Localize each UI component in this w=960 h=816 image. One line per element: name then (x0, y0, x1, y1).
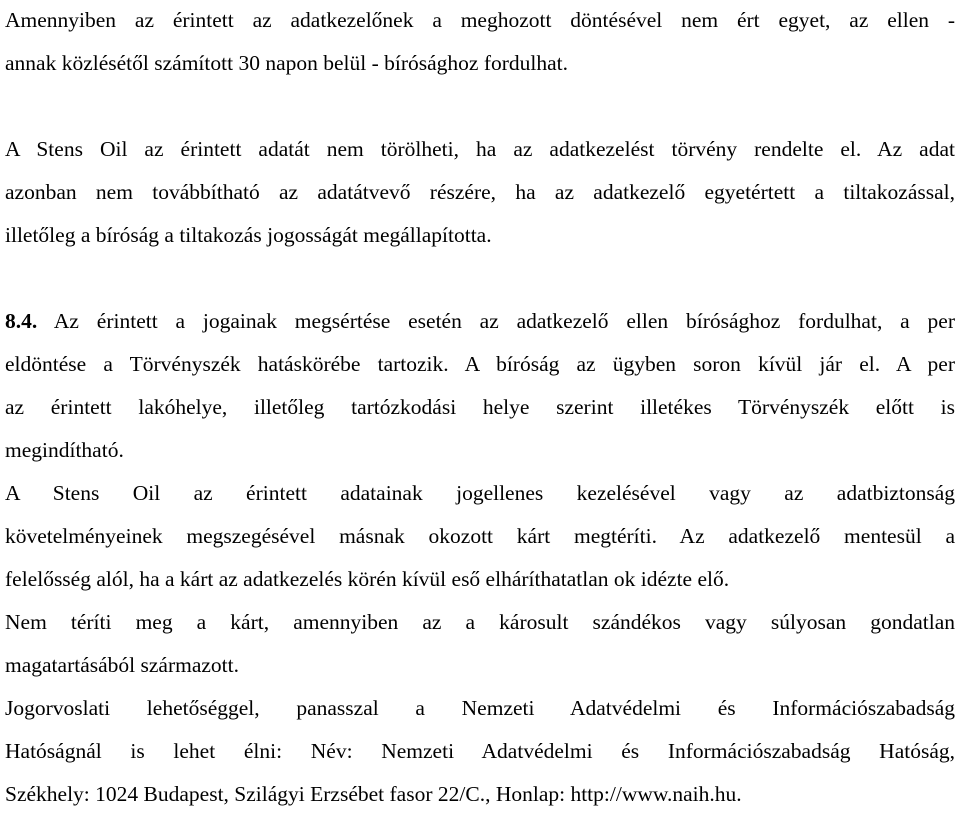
text-line: Nem téríti meg a kárt, amennyiben az a károsult szándékos vagy súlyosan gondatlan (5, 610, 955, 634)
paragraph-data-deletion (5, 128, 955, 257)
text-line: A Stens Oil az érintett adatát nem törölheti, ha az adatkezelést törvény rendelte el. Az adat (5, 137, 955, 161)
text-line: az érintett lakóhelye, illetőleg tartózkodási helye szerint illetékes Törvényszék előtt is (5, 395, 955, 419)
text-line: azonban nem továbbítható az adatátvevő részére, ha az adatkezelő egyetértett a tiltakozással, (5, 180, 955, 204)
paragraph-section-8-4 (5, 300, 955, 472)
text-line: eldöntése a Törvényszék hatáskörébe tartozik. A bíróság az ügyben soron kívül jár el. A per (5, 352, 955, 376)
text-line: Hatóságnál is lehet élni: Név: Nemzeti Adatvédelmi és Információszabadság Hatóság, (5, 739, 955, 763)
text-line-content: Az érintett a jogainak megsértése esetén az adatkezelő ellen bírósághoz fordulhat, a per (53, 309, 955, 333)
paragraph-spacer (5, 257, 955, 300)
section-number: 8.4. (5, 309, 38, 333)
text-line: megindítható. (5, 438, 124, 462)
paragraph-appeal-court (5, 0, 955, 85)
text-line: Amennyiben az érintett az adatkezelőnek a meghozott döntésével nem ért egyet, az ellen - (5, 8, 955, 32)
text-line: követelményeinek megszegésével másnak okozott kárt megtéríti. Az adatkezelő mentesül a (5, 524, 955, 548)
text-line (5, 300, 955, 343)
text-line: illetőleg a bíróság a tiltakozás jogosságát megállapította. (5, 223, 492, 247)
paragraph-spacer (5, 85, 955, 128)
text-line: annak közlésétől számított 30 napon belül - bírósághoz fordulhat. (5, 51, 569, 75)
paragraph-legal-remedy (5, 687, 955, 816)
paragraph-no-compensation (5, 601, 955, 687)
text-line: Székhely: 1024 Budapest, Szilágyi Erzsébet fasor 22/C., Honlap: http://www.naih.hu. (5, 782, 742, 806)
text-line: A Stens Oil az érintett adatainak jogellenes kezelésével vagy az adatbiztonság (5, 481, 955, 505)
text-line: felelősség alól, ha a kárt az adatkezelés körén kívül eső elháríthatatlan ok idézte elő. (5, 567, 730, 591)
document-page (5, 0, 955, 816)
text-line: Jogorvoslati lehetőséggel, panasszal a Nemzeti Adatvédelmi és Információszabadság (5, 696, 955, 720)
paragraph-damages (5, 472, 955, 601)
text-line: magatartásából származott. (5, 653, 240, 677)
